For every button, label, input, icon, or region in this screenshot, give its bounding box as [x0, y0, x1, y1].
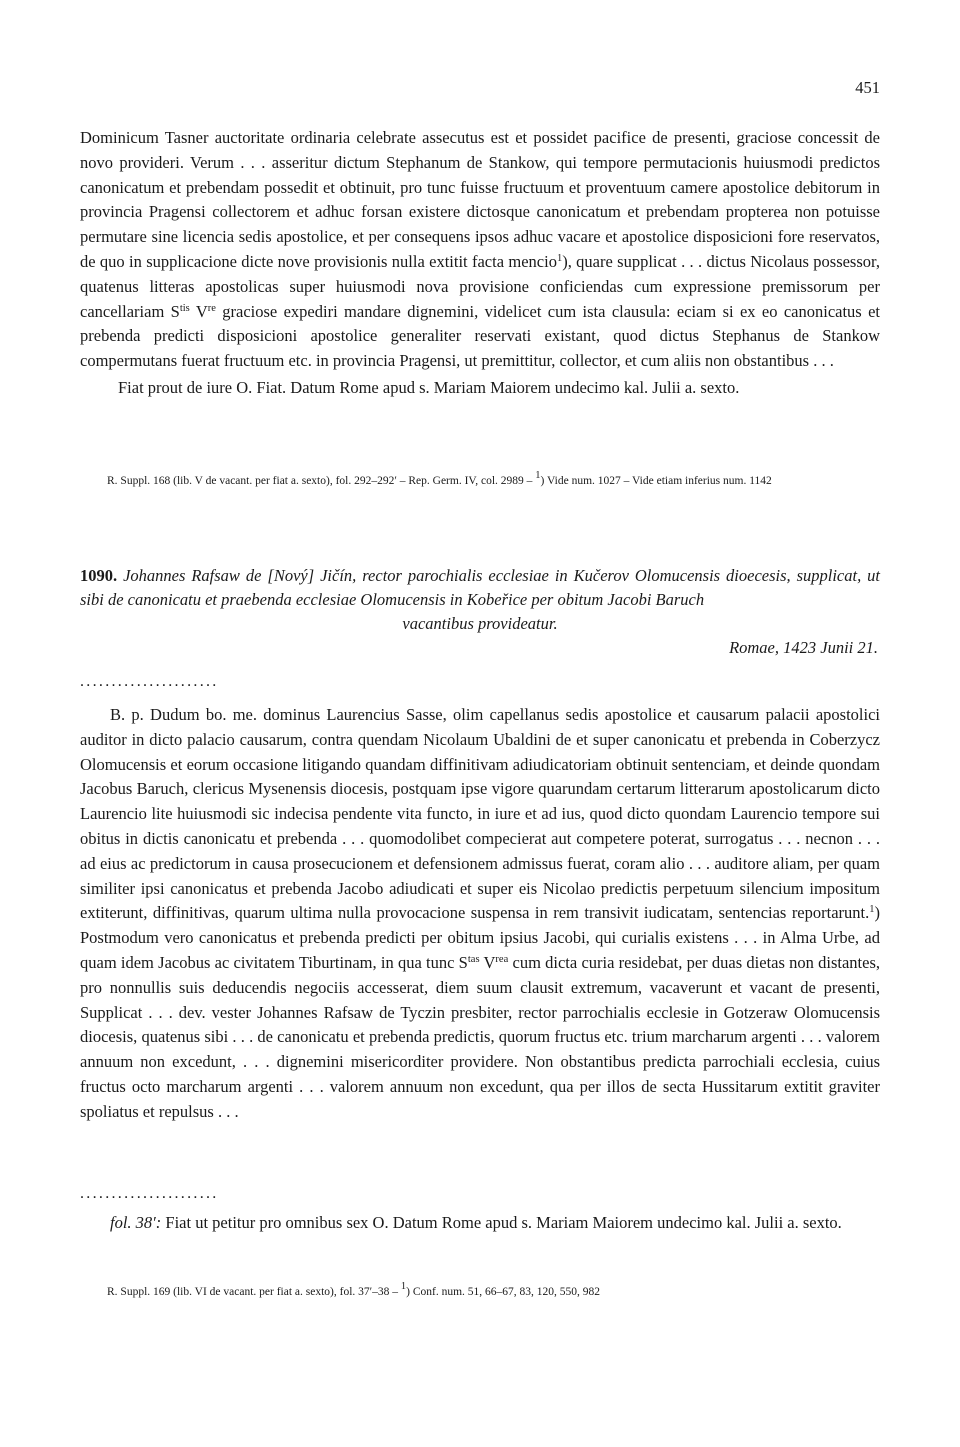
entry-body-text-continued: ) Postmodum vero canonicatus et prebenda predicti per obitum ipsius Jacobi, qui curialis existens . . . in Alma Urbe, ad quam idem Jacobus ac civitatem Tiburtinam, in qua tunc S — [80, 903, 880, 972]
folio-reference: fol. 38′: — [110, 1213, 162, 1232]
entry-body-block — [80, 703, 880, 1125]
entry-body-text-end: cum dicta curia residebat, per duas dietas non distantes, pro nonnullis suis deducendis negociis accesserat, diem suum clausit extremum, vacaverunt et vacant de presenti, Supplicat . . . dev. vester Johannes Rafsaw de Tyczin presbiter, rector parrochialis ecclesie in Gotzeraw Olomucensis diocesis, quatenus sibi . . . de canonicatu et prebenda predictis, quorum fructus etc. trium marcharum argenti . . . valorem annuum non excedunt, . . . dignemini misericorditer providere. Non obstantibus predicta parrochiali ecclesia, cuius fructus octo marcharum argenti . . . valorem annuum non excedunt, qua per illos de secta Hussitarum extitit graviter spoliatus et repulsus . . . — [80, 952, 881, 1121]
continuation-block — [80, 126, 880, 401]
abbreviation-superscript: re — [207, 302, 216, 314]
footnote-text: ) Conf. num. 51, 66–67, 83, 120, 550, 982 — [406, 1286, 601, 1298]
continuation-footnote — [80, 472, 880, 492]
continuation-footnote-block — [80, 472, 880, 492]
omission-dots: ...................... — [80, 673, 219, 690]
abbreviation-text: V — [189, 301, 208, 321]
omission-dots: ...................... — [80, 1185, 219, 1202]
entry-summary: Johannes Rafsaw de [Nový] Jičín, rector parochialis ecclesiae in Kučerov Olomucensis dioecesis, supplicat, ut sibi de canonicatu et praebenda ecclesiae Olomucensis in Kobeřice per obitum Jacobi Baruch — [80, 566, 881, 609]
footnote-source: R. Suppl. 168 (lib. V de vacant. per fiat a. sexto), fol. 292–292′ – Rep. Germ. IV, col. 2989 – — [107, 475, 536, 487]
abbreviation-superscript: rea — [495, 953, 509, 965]
footnote-source: R. Suppl. 169 (lib. VI de vacant. per fiat a. sexto), fol. 37′–38 – — [107, 1286, 401, 1298]
entry-header — [80, 564, 880, 660]
footnote-mark: 1 — [400, 1281, 407, 1292]
entry-heading — [80, 564, 880, 612]
abbreviation-superscript: tis — [179, 302, 190, 314]
entry-verdict-text: Fiat ut petitur pro omnibus sex O. Datum Rome apud s. Mariam Maiorem undecimo kal. Julii a. sexto. — [161, 1213, 842, 1232]
continuation-verdict: Fiat prout de iure O. Fiat. Datum Rome apud s. Mariam Maiorem undecimo kal. Julii a. sexto. — [118, 377, 740, 397]
entry-body-text: B. p. Dudum bo. me. dominus Laurencius Sasse, olim capellanus sedis apostolice et causarum palacii apostolici auditor in dicto palacio causarum, contra quendam Nicolaum Ubaldini de et super canonicatu et prebenda in Coberzycz Olomucensis et eorum occasione litigando quandam diffinitivam adiudicatoriam obtinuit sentenciam, et deinde quondam Jacobus Baruch, clericus Mysenensis diocesis, postquam ipse vigore quarundam certarum litterarum apostolicarum dicto Laurencio lite huiusmodi sic indecisa pendente vita functo, in iure et ad ius, quod dicto quondam Laurencio tempore sui obitus in dictis canonicatu et prebenda . . . quomodolibet compecierat aut competere poterat, surrogatus . . . necnon . . . ad eius ac predictorum in causa prosecucionem et defensionem admissus fuerat, coram alio . . . auditore aliam, per quam similiter ipsi canonicatus et prebenda Jacobo adiudicati et super eis Nicolao predictis perpetuum silencium impositum extiterunt, diffinitivas, quarum ultima nulla provocacione suspensa in rem transivit iudicatam, sentencias reportarunt. — [80, 705, 880, 923]
footnote-reference: 1 — [869, 904, 875, 916]
entry-body — [80, 703, 880, 1125]
abbreviation-superscript: tas — [467, 953, 480, 965]
abbreviation-text: V — [479, 952, 496, 972]
continuation-text-end: graciose expediri mandare dignemini, videlicet cum ista clausula: eciam si ex eo canonicatus et prebenda predicti disposicioni apostolice generaliter reservati existant, quod dictus Stephanus de Stankow compermutans fuerat fructuum etc. in provincia Pragensi, ut premittitur, collector, et cum aliis non obstantibus . . . — [80, 301, 880, 371]
continuation-text: Dominicum Tasner auctoritate ordinaria celebrate assecutus est et possidet pacifice de presenti, graciose concessit de novo provideri. Verum . . . asseritur dictum Stephanum de Stankow, qui tempore permutacionis huiusmodi predictos canonicatum et prebendam possedit et obtinuit, pro tunc fuisse fructuum et proventuum camere apostolice debitorum in provincia Pragensi collectorem et adhuc forsan existere dictosque canonicatum et prebendam propterea non potuisse permutare sine licencia sedis apostolice, et per consequens ipsos adhuc vacare et apostolice disposicioni fore reservatos, de quo in supplicacione dicte nove provisionis nulla extitit facta mencio — [80, 128, 880, 271]
footnote-text: ) Vide num. 1027 – Vide etiam inferius num. 1142 — [540, 475, 772, 487]
continuation-text-after-note: ), quare supplicat . . . dictus Nicolaus possessor, quatenus litteras apostolicas super huiusmodi nova provisione conficiendas cum expressione premissorum per cancellariam S — [80, 251, 880, 321]
entry-verdict — [80, 1211, 880, 1236]
continuation-paragraph — [80, 126, 880, 374]
entry-place-date: Romae, 1423 Junii 21. — [729, 638, 878, 657]
document-page — [80, 0, 880, 1447]
entry-verdict-block — [80, 1211, 880, 1236]
entry-summary-end: vacantibus provideatur. — [402, 614, 558, 633]
entry-number: 1090. — [80, 566, 118, 585]
entry-footnote — [80, 1283, 880, 1303]
entry-footnote-block — [80, 1283, 880, 1303]
footnote-reference: 1 — [556, 252, 563, 264]
footnote-mark: 1 — [535, 470, 541, 481]
page-number: 451 — [855, 78, 880, 97]
